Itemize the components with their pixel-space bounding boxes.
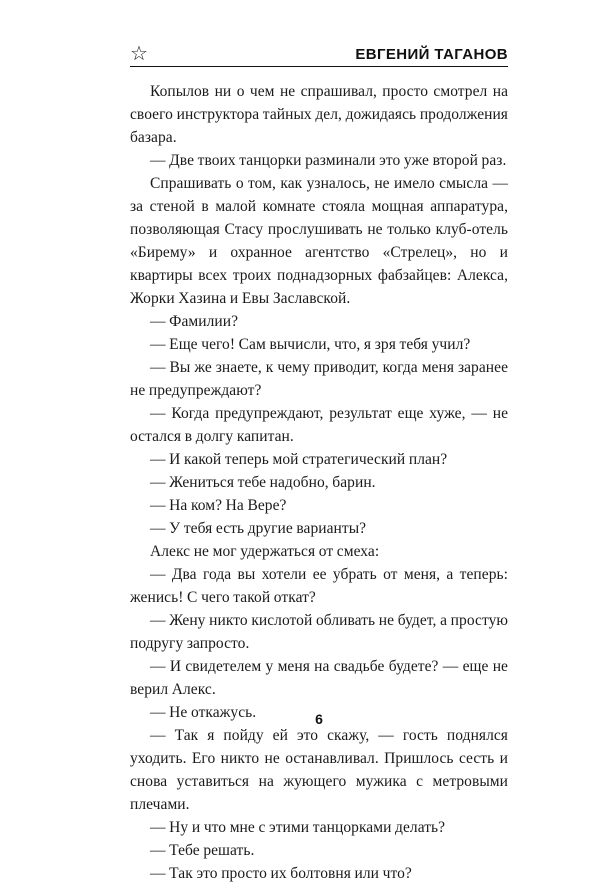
paragraph: — Так это просто их болтовня или что? — [150, 865, 412, 882]
paragraph: Алекс не мог удержаться от смеха: — [150, 543, 380, 560]
paragraph: — Еще чего! Сам вычисли, что, я зря тебя учил? — [150, 336, 471, 353]
paragraph: — И какой теперь мой стратегический план? — [150, 451, 448, 468]
paragraph: — Так я пойду ей это скажу, — гость поднялся уходить. Его никто не останавливал. Пришлось сесть и снова уставиться на жующего мужика с метровыми плечами. — [130, 727, 508, 813]
running-header — [130, 44, 508, 68]
paragraph: Спрашивать о том, как узналось, не имело смысла — за стеной в малой комнате стояла мощная аппаратура, позволяющая Стасу прослушивать не только клуб-отель «Бирему» и охранное агентство «Стрелец», но и квартиры всех троих поднадзорных фабзайцев: Алекса, Жорки Хазина и Евы Заславской. — [130, 175, 508, 307]
paragraph: — У тебя есть другие варианты? — [150, 520, 367, 537]
page-body — [130, 80, 508, 885]
paragraph: — И свидетелем у меня на свадьбе будете? — еще не верил Алекс. — [130, 658, 508, 698]
paragraph: — Ну и что мне с этими танцорками делать? — [150, 819, 446, 836]
paragraph: — Когда предупреждают, результат еще хуже, — не остался в долгу капитан. — [130, 405, 508, 445]
paragraph: Копылов ни о чем не спрашивал, просто смотрел на своего инструктора тайных дел, дожидаясь продолжения базара. — [130, 83, 508, 146]
paragraph: — Фамилии? — [150, 313, 239, 330]
star-icon: ☆ — [130, 43, 148, 65]
author-name: ЕВГЕНИЙ ТАГАНОВ — [355, 46, 508, 63]
header-rule — [130, 66, 508, 67]
paragraph: — Два года вы хотели ее убрать от меня, а теперь: женись! С чего такой откат? — [130, 566, 508, 606]
paragraph: — Не откажусь. — [150, 704, 257, 721]
paragraph: — Тебе решать. — [150, 842, 255, 859]
paragraph: — Жену никто кислотой обливать не будет, а простую подругу запросто. — [130, 612, 508, 652]
paragraph: — Две твоих танцорки разминали это уже второй раз. — [150, 152, 507, 169]
paragraph: — Вы же знаете, к чему приводит, когда меня заранее не предупреждают? — [130, 359, 508, 399]
paragraph: — Жениться тебе надобно, барин. — [150, 474, 376, 491]
page-number: 6 — [315, 711, 323, 727]
paragraph: — На ком? На Вере? — [150, 497, 287, 514]
